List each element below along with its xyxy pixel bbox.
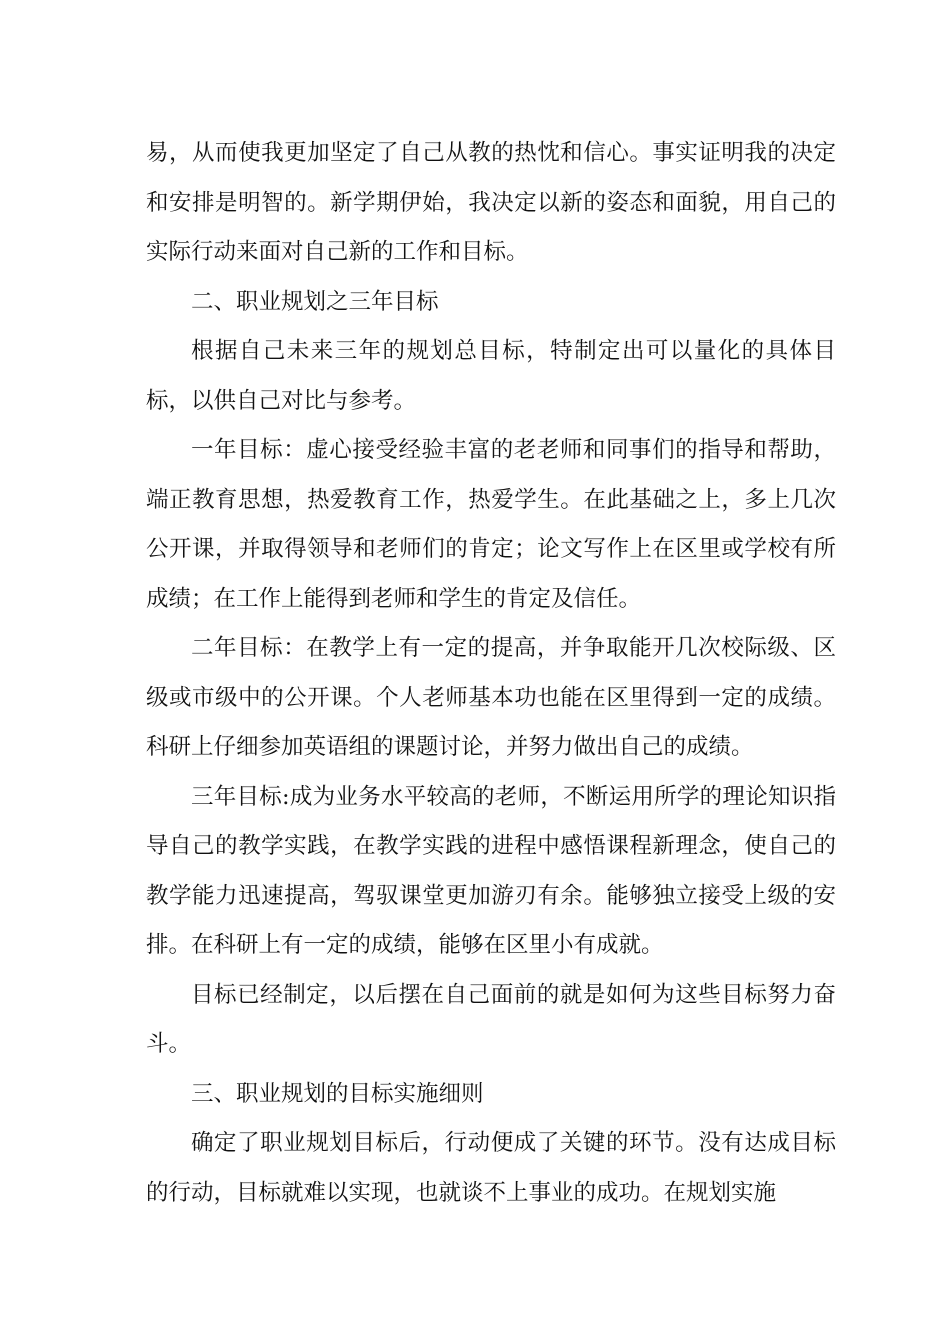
document-body: [146, 129, 836, 1218]
paragraph-three-year-goal: 三年目标:成为业务水平较高的老师，不断运用所学的理论知识指导自己的教学实践，在教学实践的进程中感悟课程新理念，使自己的教学能力迅速提高，驾驭课堂更加游刃有余。能够独立接受上级的安排。在科研上有一定的成绩，能够在区里小有成就。: [146, 783, 836, 958]
paragraph-one-year-goal: 一年目标：虚心接受经验丰富的老老师和同事们的指导和帮助，端正教育思想，热爱教育工作，热爱学生。在此基础之上，多上几次公开课，并取得领导和老师们的肯定；论文写作上在区里或学校有所成绩；在工作上能得到老师和学生的肯定及信任。: [146, 437, 836, 612]
paragraph-implementation-intro: 确定了职业规划目标后，行动便成了关键的环节。没有达成目标的行动，目标就难以实现，也就谈不上事业的成功。在规划实施: [146, 1130, 836, 1206]
section-heading-implementation: 三、职业规划的目标实施细则: [191, 1080, 484, 1107]
paragraph-two-year-goal: 二年目标：在教学上有一定的提高，并争取能开几次校际级、区级或市级中的公开课。个人老师基本功也能在区里得到一定的成绩。科研上仔细参加英语组的课题讨论，并努力做出自己的成绩。: [146, 635, 836, 760]
paragraph-goals-summary: 目标已经制定，以后摆在自己面前的就是如何为这些目标努力奋斗。: [146, 981, 836, 1057]
section-heading-three-year-goals: 二、职业规划之三年目标: [191, 288, 439, 315]
paragraph-goals-intro: 根据自己未来三年的规划总目标，特制定出可以量化的具体目标，以供自己对比与参考。: [146, 338, 836, 414]
paragraph-continuation: 易，从而使我更加坚定了自己从教的热忱和信心。事实证明我的决定和安排是明智的。新学期伊始，我决定以新的姿态和面貌，用自己的实际行动来面对自己新的工作和目标。: [146, 140, 836, 265]
